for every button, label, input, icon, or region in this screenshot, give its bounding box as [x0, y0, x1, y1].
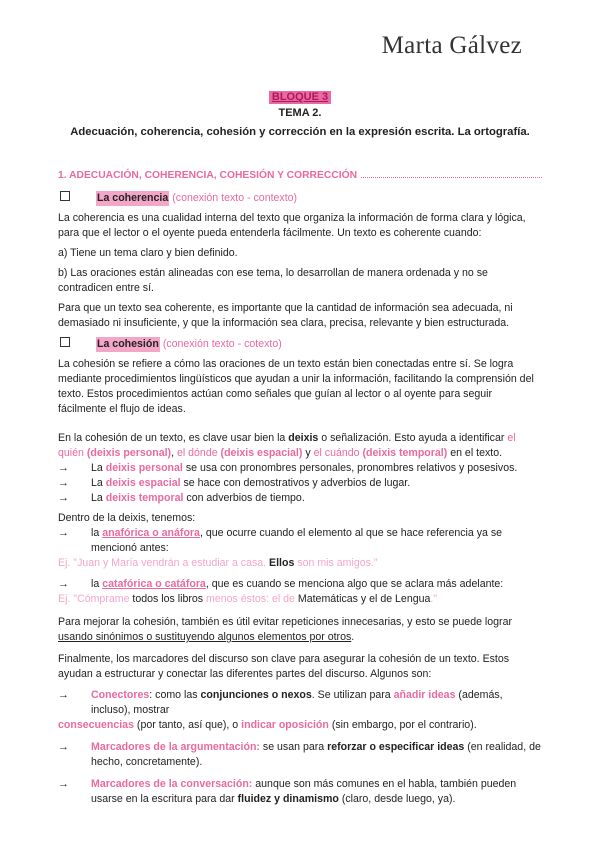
arrow-icon: →: [58, 741, 69, 753]
deixis-bullet: → La deixis personal se usa con pronombres personales, pronombres relativos y posesivos.: [58, 462, 518, 474]
deixis-bullet: → La deixis temporal con adverbios de tiempo.: [58, 492, 305, 504]
anafora-item: → la anafórica o anáfora, que ocurre cuando el elemento al que se hace referencia ya se mencionó antes:: [58, 527, 503, 554]
deixis-paragraph: En la cohesión de un texto, es clave usar bien la deixis o señalización. Esto ayuda a identificar el quién (deixis personal), el dónde (deixis espacial) y el cuándo (deixis temporal) en el texto.: [58, 432, 516, 459]
cohesion-heading: [58, 337, 542, 352]
arrow-icon: →: [58, 578, 69, 590]
arrow-icon: →: [58, 778, 69, 790]
section-rule: [361, 169, 542, 178]
deixis-bullet: → La deixis espacial se hace con demostrativos y adverbios de lugar.: [58, 477, 411, 489]
author-name: Marta Gálvez: [381, 32, 522, 59]
document-title: Adecuación, coherencia, cohesión y corrección en la expresión escrita. La ortografía.: [70, 126, 530, 138]
coherencia-paragraph: La coherencia es una cualidad interna del texto que organiza la información de forma clara y lógica, para que el lector o el oyente pueda entenderla fácilmente. Un texto es coherente cuando:: [58, 212, 526, 239]
marcadores-intro: Finalmente, los marcadores del discurso son clave para asegurar la cohesión de un texto. Estos ayudan a estructurar y conectar las diferentes partes del discurso. Algunos son:: [58, 653, 510, 680]
coherencia-point-b: b) Las oraciones están alineadas con ese tema, lo desarrollan de manera ordenada y no se contradicen entre sí.: [58, 267, 488, 294]
cohesion-note: (conexión texto - cotexto): [162, 338, 282, 350]
arrow-icon: →: [58, 527, 69, 539]
arrow-icon: →: [58, 477, 69, 489]
arrow-icon: →: [58, 492, 69, 504]
bloque-label: BLOQUE 3: [269, 91, 331, 104]
section-title-text: 1. ADECUACIÓN, COHERENCIA, COHESIÓN Y CORRECCIÓN: [58, 170, 358, 181]
tema-label: TEMA 2.: [278, 107, 322, 119]
catafora-item: → la catafórica o catáfora, que es cuando se menciona algo que se aclara más adelante:: [58, 578, 504, 590]
argumentacion-item: → Marcadores de la argumentación: se usan para reforzar o especificar ideas (en realidad, de hecho, concretamente).: [58, 741, 541, 768]
dentro-text: Dentro de la deixis, tenemos:: [58, 512, 196, 524]
mejorar-paragraph: Para mejorar la cohesión, también es útil evitar repeticiones innecesarias, y esto se puede lograr usando sinónimos o sustituyendo algunos elementos por otros.: [58, 616, 513, 643]
cohesion-paragraph: La cohesión se refiere a cómo las oraciones de un texto están bien conectadas entre sí. Se logra mediante procedimientos lingüísticos que ayudan a unir la información, facilitando la comprensión del texto. Estos procedimientos actúan como señales que guían al lector o al oyente para seguir fácilmente el flujo de ideas.: [58, 358, 534, 415]
coherencia-point-a: a) Tiene un tema claro y bien definido.: [58, 247, 238, 259]
catafora-example: Ej. "Cómprame todos los libros menos éstos: el de Matemáticas y el de Lengua.": [58, 593, 438, 605]
cohesion-term: La cohesión: [97, 338, 159, 350]
conversacion-item: → Marcadores de la conversación: aunque son más comunes en el habla, también pueden usarse en la escritura para dar fluidez y dinamismo (claro, desde luego, ya).: [58, 778, 517, 805]
coherencia-heading: [58, 191, 542, 206]
arrow-icon: →: [58, 689, 69, 701]
section-title: [58, 168, 542, 183]
coherencia-paragraph-2: Para que un texto sea coherente, es importante que la cantidad de información sea adecuada, ni demasiado ni insuficiente, y que la información sea clara, precisa, relevante y bien estructurada.: [58, 302, 513, 329]
anafora-example: Ej. "Juan y María vendrán a estudiar a casa. Ellos son mis amigos.": [58, 557, 378, 569]
section-1: [58, 168, 542, 807]
coherencia-term: La coherencia: [97, 192, 169, 204]
checkbox-icon: [60, 337, 70, 347]
coherencia-note: (conexión texto - contexto): [172, 192, 298, 204]
document-header: [58, 90, 542, 140]
arrow-icon: →: [58, 462, 69, 474]
conectores-item: → Conectores: como las conjunciones o nexos. Se utilizan para añadir ideas (además, incluso), mostrar: [58, 689, 503, 716]
checkbox-icon: [60, 191, 70, 201]
conectores-cont: consecuencias (por tanto, así que), o indicar oposición (sin embargo, por el contrario).: [58, 719, 477, 731]
